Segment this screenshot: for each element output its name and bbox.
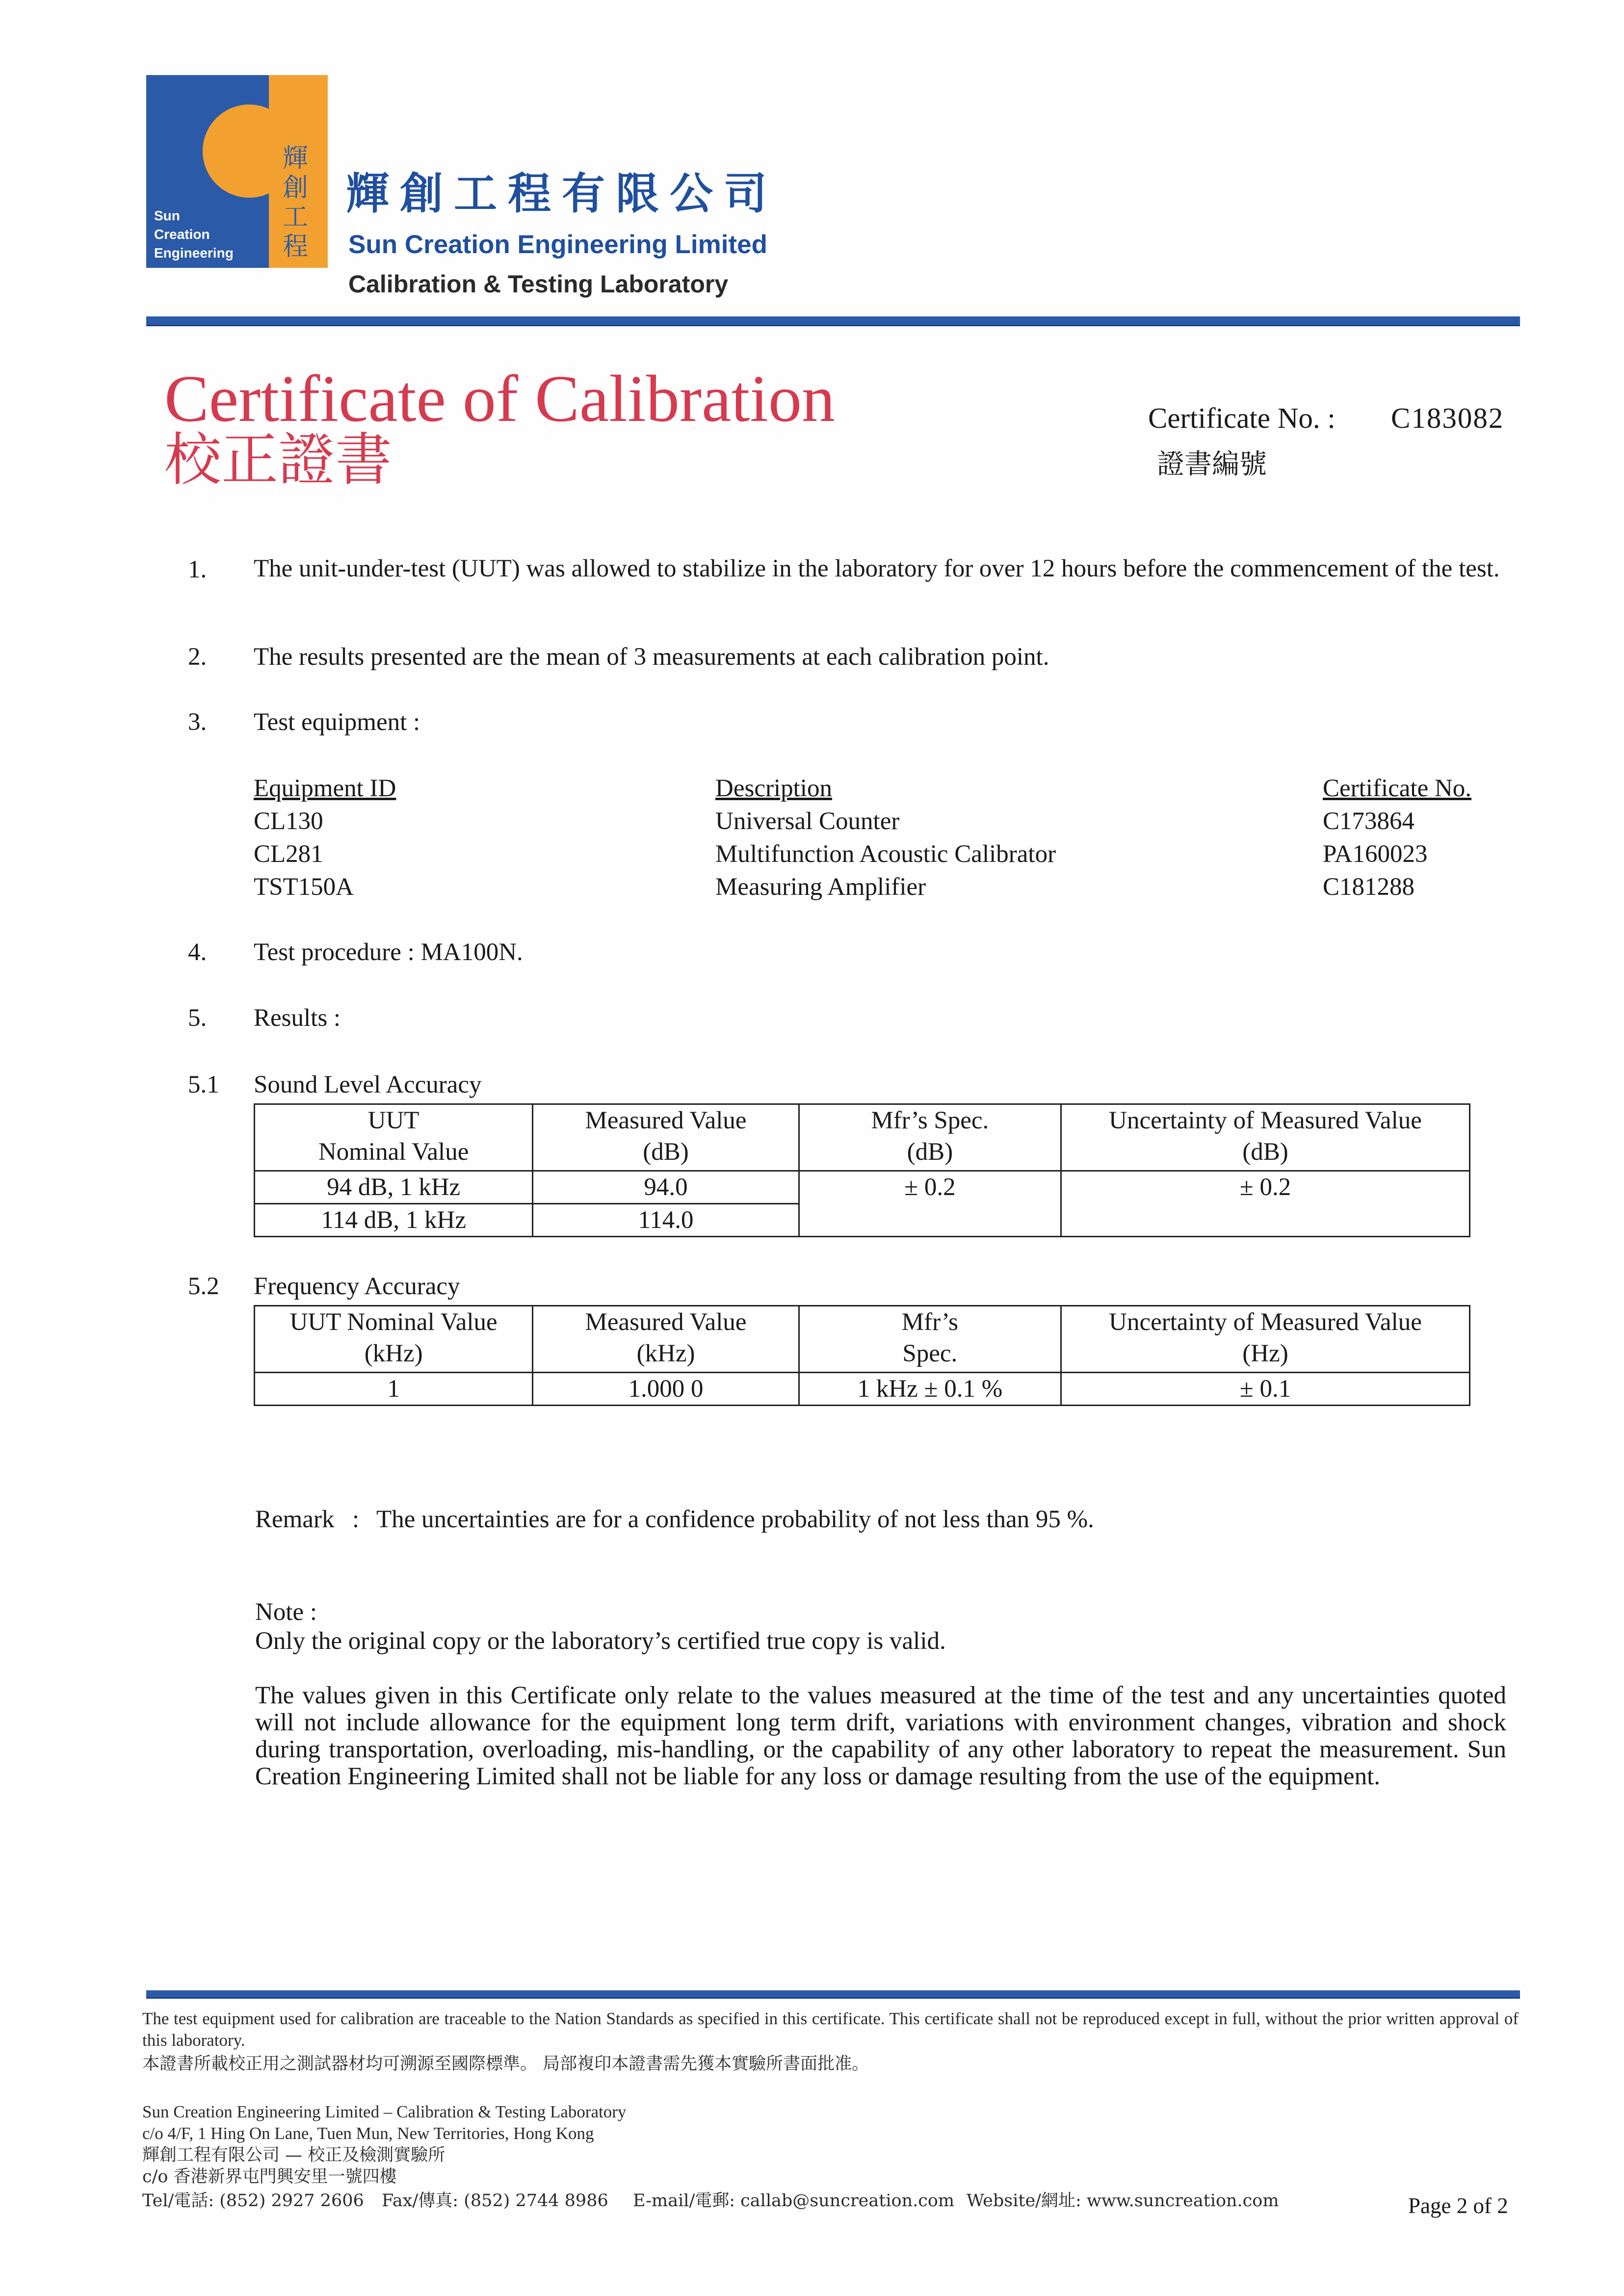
title-chinese: 校正證書 [164,427,392,493]
freq-header-uut-line1: UUT Nominal Value [289,1308,498,1336]
logo-line-engineering: Engineering [154,245,234,261]
freq-header-uncertainty [1061,1306,1470,1373]
equipment-description-header: Description [715,775,832,802]
logo-char-3: 工 [282,203,308,232]
note-valid-copy: Only the original copy or the laboratory’s certified true copy is valid. [255,1627,946,1655]
sound-header-uut-line1: UUT [367,1107,419,1134]
freq-header-uut-line2: (kHz) [364,1340,423,1367]
logo-line-sun: Sun [154,208,180,223]
title-english: Certificate of Calibration [164,362,836,436]
frequency-table [254,1305,1470,1406]
certificate-number: C183082 [1391,402,1504,434]
remark-label: Remark [255,1506,335,1533]
footer-email: E-mail/電郵: callab@suncreation.com [633,2191,955,2211]
sound-header-spec [799,1104,1061,1171]
header-divider [146,316,1520,326]
sound-spec-value: ± 0.2 [799,1171,1061,1237]
note-disclaimer-paragraph: The values given in this Certificate only relate to the values measured at the time of the test and any uncertainties quoted will not include allowance for the equipment long term drift, variations with environment changes, vibration and shock during transportation, overloading, mis-handling, or the capability of any other laboratory to repeat the measurement. Sun Creation Engineering Limited shall not be liable for any loss or damage resulting from the use of the equipment. [255,1682,1506,1790]
footer-fax: Fax/傳真: (852) 2744 8986 [382,2191,608,2211]
logo-char-2: 創 [282,173,308,203]
equipment-row-1-id: CL130 [254,808,323,835]
sound-header-uncertainty-line1: Uncertainty of Measured Value [1109,1107,1422,1134]
freq-row-uncertainty: ± 0.1 [1061,1373,1470,1406]
logo-char-1: 輝 [282,144,308,173]
freq-row-measured: 1.000 0 [533,1373,799,1406]
logo-chinese-text [281,144,310,261]
sound-header-uncertainty [1061,1104,1470,1171]
item-4-text: Test procedure : MA100N. [254,939,523,966]
section-5-2-number: 5.2 [188,1273,219,1300]
sound-header-measured [533,1104,799,1171]
freq-header-measured [533,1306,799,1373]
sound-level-table [254,1103,1470,1237]
logo-sun-icon [203,104,269,198]
sound-header-measured-line1: Measured Value [585,1107,747,1134]
logo-line-creation: Creation [154,227,210,242]
freq-header-measured-line1: Measured Value [585,1308,747,1336]
item-5-number: 5. [188,1004,207,1032]
item-2-text: The results presented are the mean of 3 measurements at each calibration point. [254,643,1049,671]
footer-address-line-2: c/o 4/F, 1 Hing On Lane, Tuen Mun, New Territories, Hong Kong [142,2124,594,2143]
equipment-certificate-header: Certificate No. [1323,775,1472,802]
sound-header-uut-line2: Nominal Value [318,1138,469,1166]
section-5-1-number: 5.1 [188,1071,219,1098]
company-name-english: Sun Creation Engineering Limited [348,230,767,259]
item-1-number: 1. [188,556,207,583]
equipment-id-header: Equipment ID [254,775,396,802]
sound-header-uut [255,1104,533,1171]
sound-header-spec-line1: Mfr’s Spec. [871,1107,989,1134]
equipment-row-3-id: TST150A [254,873,354,901]
company-name-chinese: 輝創工程有限公司 [346,168,778,219]
footer-divider [146,1990,1520,1999]
logo-blue-panel [146,75,269,268]
equipment-row-2-id: CL281 [254,840,323,868]
footer-address-line-1: Sun Creation Engineering Limited – Calibration & Testing Laboratory [142,2102,627,2121]
footer-telephone: Tel/電話: (852) 2927 2606 [142,2191,364,2211]
remark-text: The uncertainties are for a confidence probability of not less than 95 %. [376,1506,1094,1533]
footer-traceability-chinese: 本證書所載校正用之測試器材均可溯源至國際標準。 局部複印本證書需先獲本實驗所書面批准。 [142,2054,869,2074]
certificate-number-label-chinese: 證書編號 [1157,448,1267,480]
sound-row-1-nominal: 94 dB, 1 kHz [255,1171,533,1204]
freq-header-spec-line2: Spec. [902,1340,958,1367]
freq-header-uut [255,1306,533,1373]
page-number: Page 2 of 2 [1408,2193,1508,2218]
equipment-row-1-description: Universal Counter [715,808,900,835]
equipment-row-2-description: Multifunction Acoustic Calibrator [715,840,1056,868]
laboratory-name: Calibration & Testing Laboratory [348,270,729,298]
note-label: Note : [255,1598,317,1626]
logo-char-4: 程 [282,232,308,261]
certificate-number-label: Certificate No. : [1148,402,1336,434]
section-5-1-title: Sound Level Accuracy [254,1071,482,1098]
sound-header-uncertainty-line2: (dB) [1242,1138,1288,1166]
footer-address-line-3: 輝創工程有限公司 — 校正及檢測實驗所 [142,2145,445,2165]
company-logo [146,75,328,268]
table-row [255,1171,1470,1204]
item-2-number: 2. [188,643,207,671]
footer-traceability-english: The test equipment used for calibration are traceable to the Nation Standards as specified in this certificate. This certificate shall not be reproduced except in full, without the prior written approval of this laboratory. [142,2009,1519,2050]
freq-header-spec-line1: Mfr’s [901,1308,958,1336]
footer-address-line-4: c/o 香港新界屯門興安里一號四樓 [142,2167,397,2187]
freq-header-spec [799,1306,1061,1373]
freq-row-spec: 1 kHz ± 0.1 % [799,1373,1061,1406]
sound-row-1-measured: 94.0 [533,1171,799,1204]
sound-header-spec-line2: (dB) [907,1138,953,1166]
equipment-row-3-description: Measuring Amplifier [715,873,926,901]
item-4-number: 4. [188,939,207,966]
logo-english-text [154,207,234,262]
section-5-2-title: Frequency Accuracy [254,1273,460,1300]
sound-header-measured-line2: (dB) [643,1138,689,1166]
item-3-number: 3. [188,708,207,736]
sound-uncertainty-value: ± 0.2 [1061,1171,1470,1237]
table-row [255,1373,1470,1406]
item-3-text: Test equipment : [254,708,420,736]
freq-header-measured-line2: (kHz) [636,1340,695,1367]
equipment-row-2-certificate: PA160023 [1323,840,1428,868]
equipment-row-3-certificate: C181288 [1323,873,1415,901]
sound-row-2-nominal: 114 dB, 1 kHz [255,1204,533,1237]
item-5-text: Results : [254,1004,341,1032]
footer-website: Website/網址: www.suncreation.com [967,2191,1279,2211]
equipment-row-1-certificate: C173864 [1323,808,1415,835]
freq-header-uncertainty-line2: (Hz) [1242,1340,1288,1367]
sound-row-2-measured: 114.0 [533,1204,799,1237]
freq-row-nominal: 1 [255,1373,533,1406]
item-1-text: The unit-under-test (UUT) was allowed to stabilize in the laboratory for over 12 hours before the commencement of the test. [254,555,1500,582]
freq-header-uncertainty-line1: Uncertainty of Measured Value [1109,1308,1422,1336]
remark-colon: : [352,1506,360,1533]
